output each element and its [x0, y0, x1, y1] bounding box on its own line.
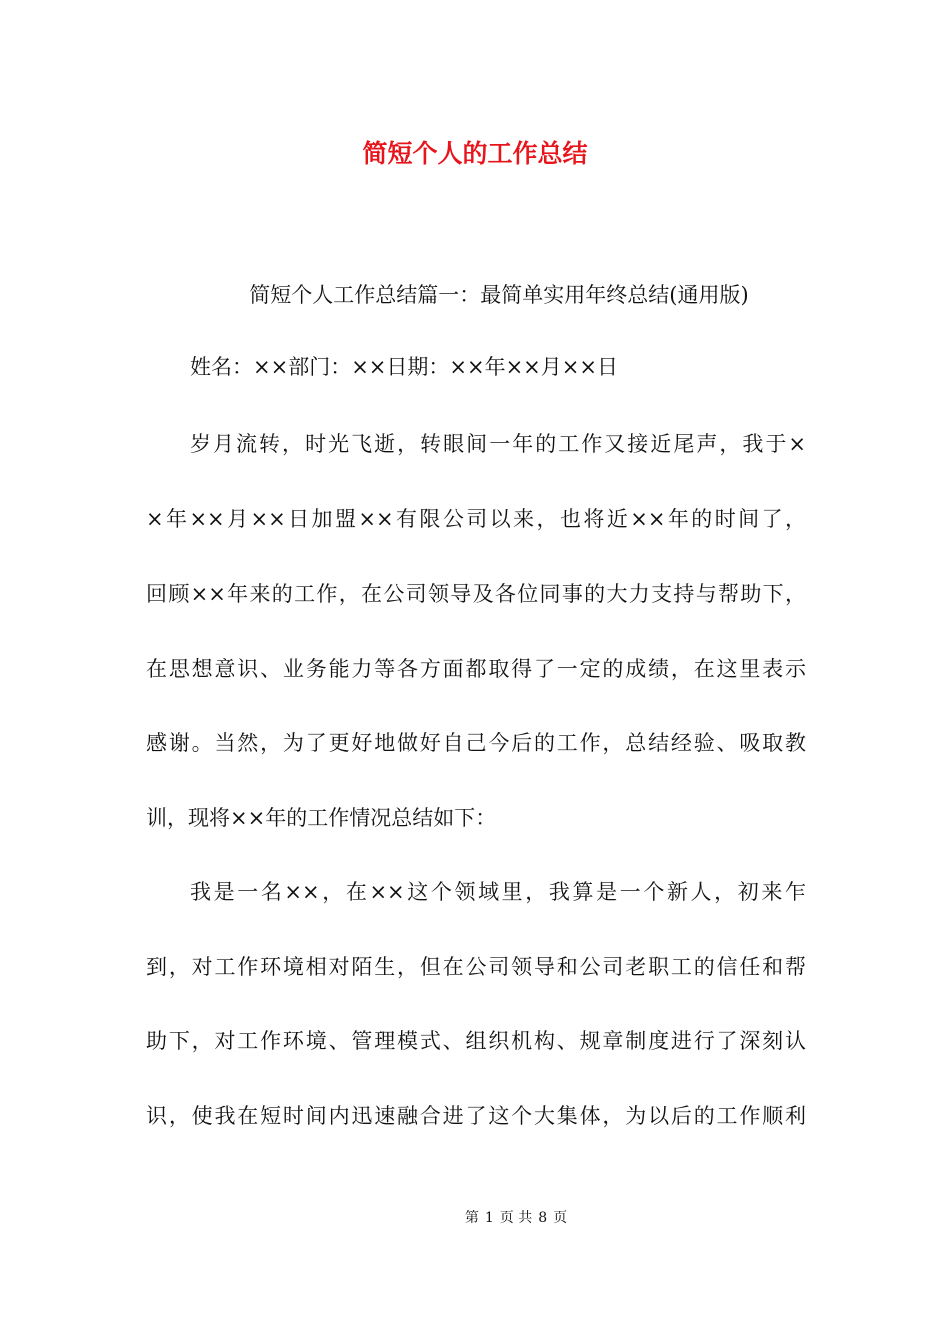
- document-subtitle: 简短个人工作总结篇一：最简单实用年终总结(通用版): [249, 283, 749, 307]
- paragraph-line-10: 识，使我在短时间内迅速融合进了这个大集体，为以后的工作顺利: [146, 1104, 806, 1128]
- paragraph-line-9: 助下，对工作环境、管理模式、组织机构、规章制度进行了深刻认: [146, 1029, 806, 1053]
- document-title: 简短个人的工作总结: [362, 139, 588, 168]
- paragraph-line-8: 到，对工作环境相对陌生，但在公司领导和公司老职工的信任和帮: [146, 955, 806, 979]
- footer-page-number: 1: [484, 1210, 494, 1226]
- paragraph-line-6: 训，现将××年的工作情况总结如下：: [146, 806, 497, 830]
- paragraph-line-5: 感谢。当然，为了更好地做好自己今后的工作，总结经验、吸取教: [146, 731, 806, 755]
- paragraph-line-1: 岁月流转，时光飞逝，转眼间一年的工作又接近尾声，我于×: [190, 432, 806, 456]
- paragraph-line-7: 我是一名××，在××这个领域里，我算是一个新人，初来乍: [190, 880, 806, 904]
- footer-total-pages: 8: [538, 1210, 548, 1226]
- page-footer: [0, 1207, 950, 1229]
- paragraph-line-3: 回顾××年来的工作，在公司领导及各位同事的大力支持与帮助下，: [146, 582, 806, 606]
- info-line: 姓名：××部门：××日期：××年××月××日: [190, 355, 618, 379]
- footer-suffix: 页: [553, 1210, 568, 1226]
- paragraph-line-4: 在思想意识、业务能力等各方面都取得了一定的成绩，在这里表示: [146, 657, 806, 681]
- paragraph-line-2: ×年××月××日加盟××有限公司以来，也将近××年的时间了，: [146, 507, 806, 531]
- footer-middle: 页 共: [499, 1210, 533, 1226]
- footer-prefix: 第: [464, 1210, 479, 1226]
